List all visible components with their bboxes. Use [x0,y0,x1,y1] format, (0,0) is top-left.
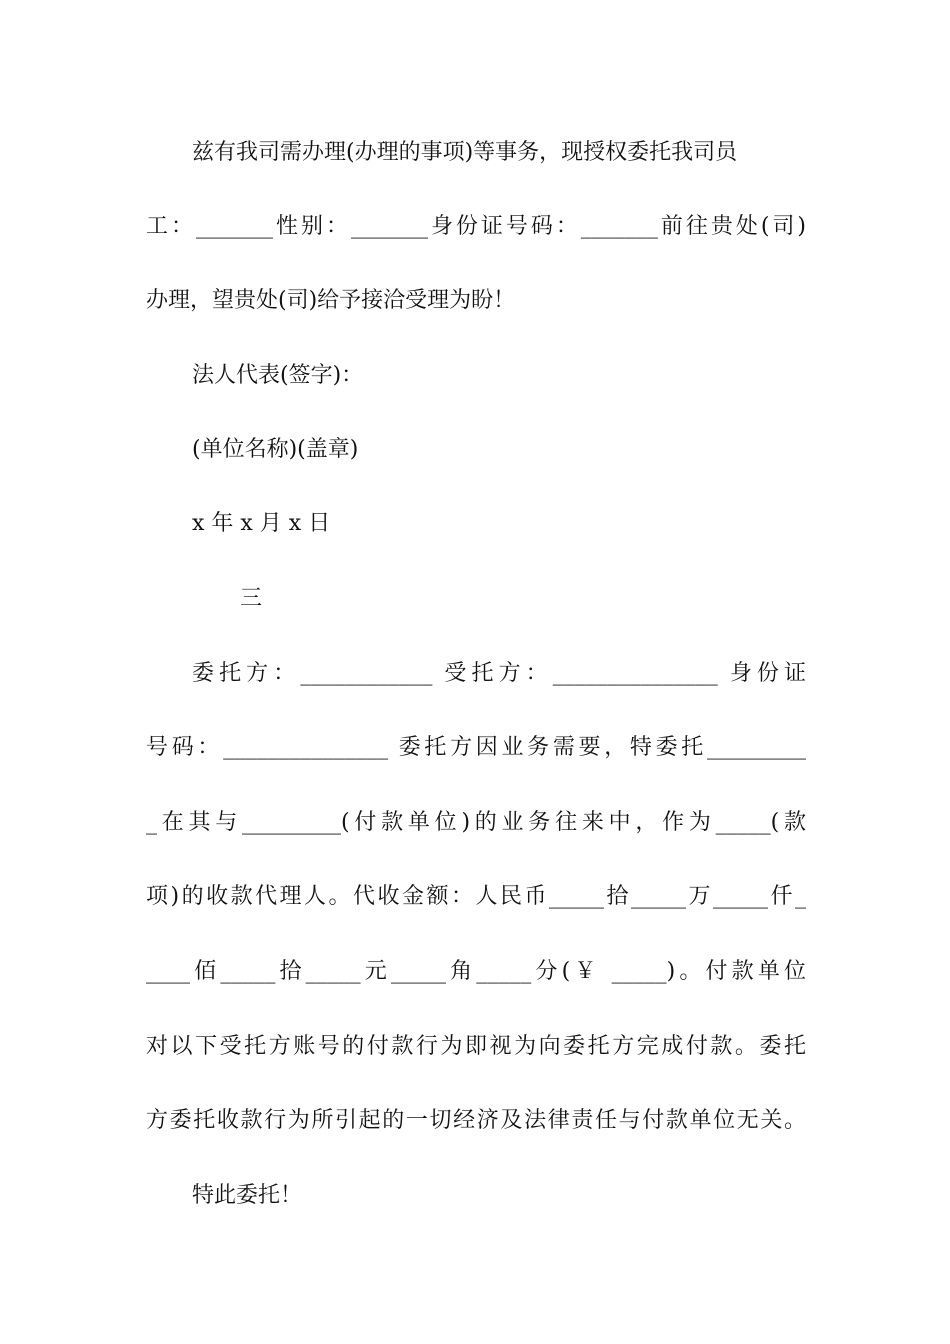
paragraph-line-10: 方委托收款行为所引起的一切经济及法律责任与付款单位无关。 [146,1108,806,1133]
paragraph-line-7: 项)的收款代理人。代收金额：人民币_____拾_____万_____仟_ [146,884,806,909]
section-heading: 三 [240,586,263,611]
date-line: x 年 x 月 x 日 [192,511,331,536]
paragraph-line-5: 号码：_______________ 委托方因业务需要，特委托_________ [146,735,806,760]
paragraph-line-9: 对以下受托方账号的付款行为即视为向委托方完成付款。委托 [146,1034,806,1059]
paragraph-line-2: 工：_______性别：_______身份证号码：_______前往贵处(司) [146,214,806,239]
paragraph-line-3: 办理，望贵处(司)给予接洽受理为盼！ [146,288,516,313]
signature-label: 法人代表(签字)： [192,363,364,388]
closing-line: 特此委托！ [192,1183,303,1208]
paragraph-line-4: 委托方：____________ 受托方：_______________ 身份证 [192,661,806,686]
paragraph-line-6: _在其与_________(付款单位)的业务往来中，作为_____(款 [146,810,806,835]
paragraph-line-8: ____佰_____拾_____元_____角_____分(￥ _____)。付款单位 [146,959,806,984]
seal-label: (单位名称)(盖章) [192,437,359,462]
paragraph-line-1: 兹有我司需办理(办理的事项)等事务，现授权委托我司员 [192,140,738,165]
